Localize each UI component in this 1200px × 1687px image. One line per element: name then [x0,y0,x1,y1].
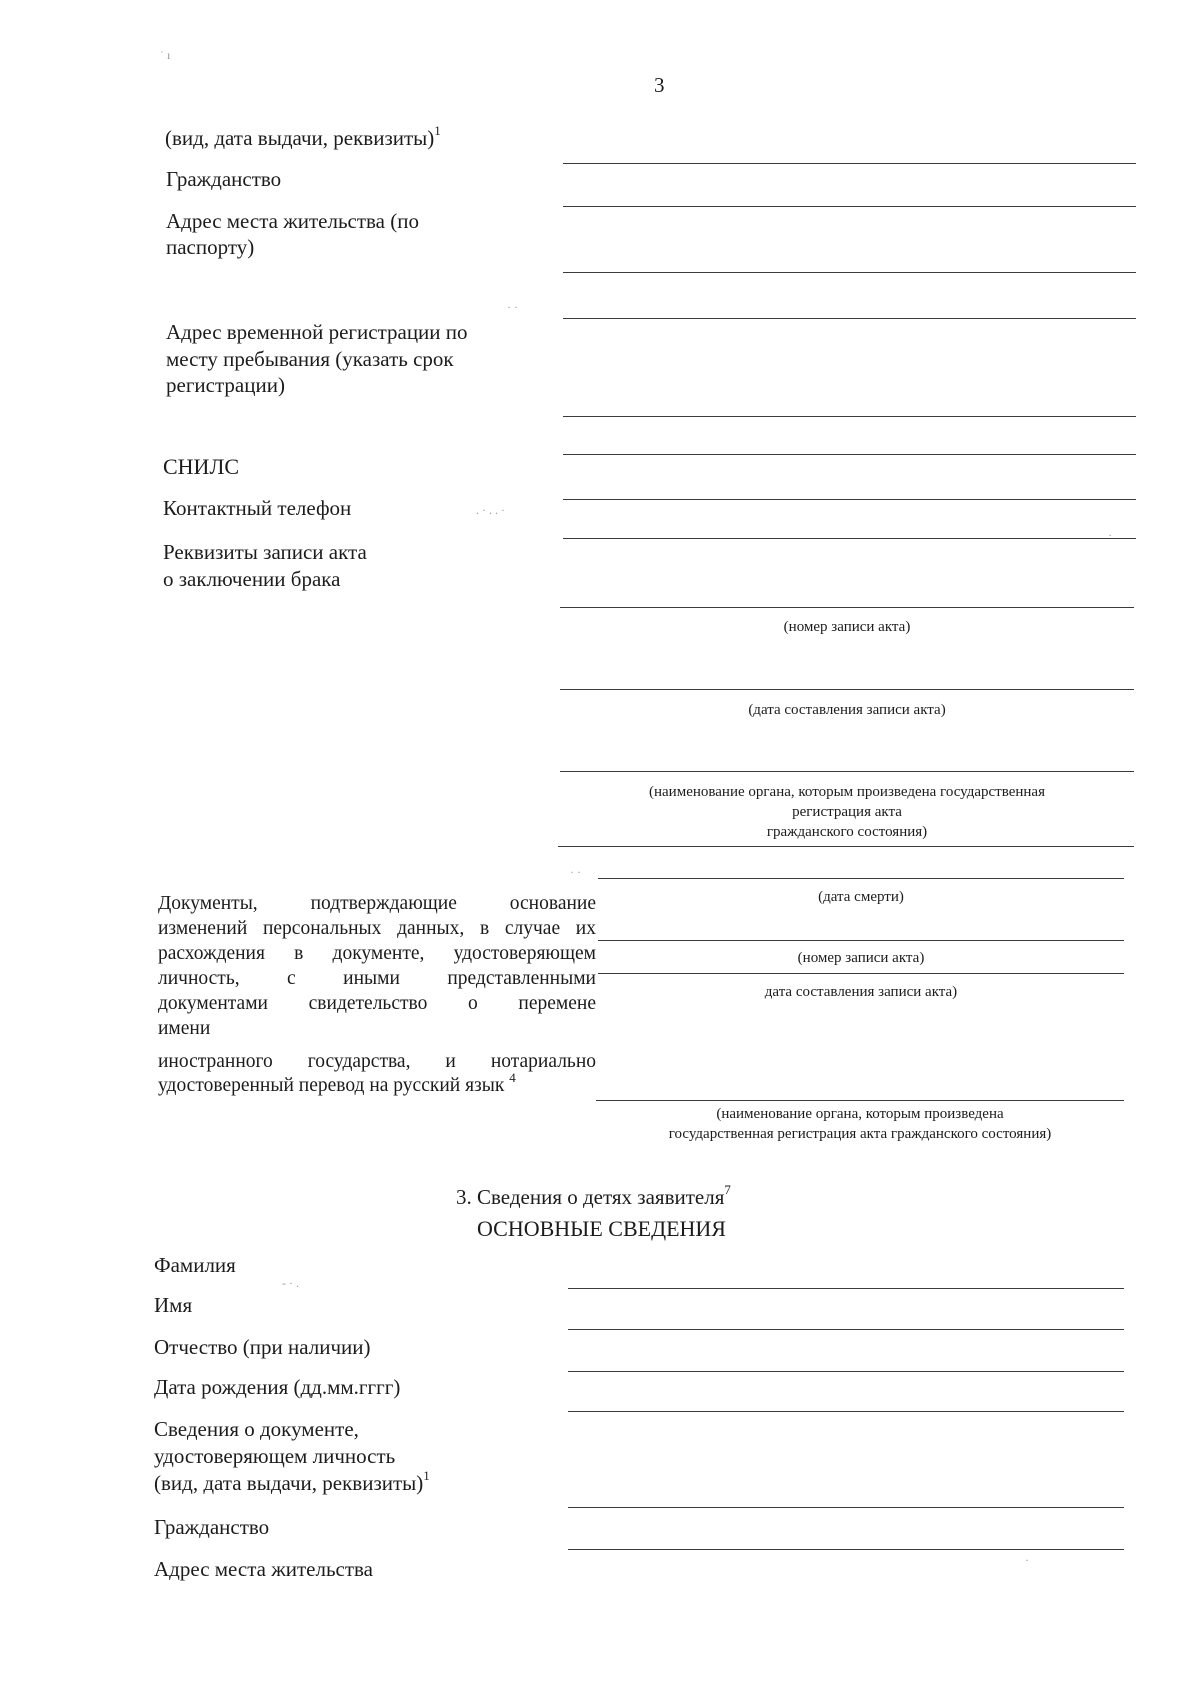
documents-text-line2: изменений персональных данных, в случае их [158,918,596,939]
authority-caption-line2: регистрация акта [792,804,902,820]
fill-line[interactable] [563,538,1136,539]
child-birth-date-label: Дата рождения (дд.мм.гггг) [154,1375,401,1399]
authority-caption-line3: гражданского состояния) [766,824,928,840]
documents-text-line8 [158,1069,516,1098]
fill-line[interactable] [560,689,1134,690]
fill-line[interactable] [598,973,1124,974]
documents-text-line4: личность, с иными представленными [158,968,596,989]
child-id-doc-label-line3-text: (вид, дата выдачи, реквизиты) [154,1471,424,1495]
authority-caption-line1: (наименование органа, которым произведена государственная [649,784,1045,800]
fill-line[interactable] [563,318,1136,319]
record-number-caption-2: (номер записи акта) [797,950,925,966]
scan-speck: · · [507,300,518,314]
section3-heading-text: 3. Сведения о детях заявителя [456,1185,725,1209]
residence-label-line1: Адрес места жительства (по [166,209,419,233]
fill-line[interactable] [568,1411,1124,1412]
phone-label: Контактный телефон [163,496,352,520]
child-id-doc-label-line3 [154,1470,430,1497]
marriage-record-label-line1: Реквизиты записи акта [163,540,367,564]
footnote-mark: 1 [423,1468,430,1483]
authority2-caption-line2: государственная регистрация акта гражданского состояния) [668,1126,1052,1142]
snils-label: СНИЛС [163,454,240,479]
fill-line[interactable] [568,1329,1124,1330]
documents-text-line5: документами свидетельство о перемене [158,993,596,1014]
scan-speck: · · [570,865,581,879]
child-name-label: Имя [154,1293,193,1317]
scan-speck: ˙ ı [160,48,171,62]
documents-text-line1: Документы, подтверждающие основание [158,893,596,914]
fill-line[interactable] [598,940,1124,941]
fill-line[interactable] [563,163,1136,164]
temp-registration-label-line3: регистрации) [166,373,285,397]
child-id-doc-label-line1: Сведения о документе, [154,1417,359,1441]
fill-line[interactable] [568,1371,1124,1372]
fill-line[interactable] [596,1100,1124,1101]
fill-line[interactable] [598,878,1124,879]
section3-subheading: ОСНОВНЫЕ СВЕДЕНИЯ [477,1216,726,1241]
fill-line[interactable] [560,771,1134,772]
authority2-caption-line1: (наименование органа, которым произведена [716,1106,1004,1122]
fill-line[interactable] [568,1549,1124,1550]
page-number: 3 [654,73,665,97]
child-residence-label: Адрес места жительства [154,1557,373,1581]
fill-line[interactable] [568,1507,1124,1508]
death-date-caption: (дата смерти) [818,889,904,905]
fill-line[interactable] [568,1288,1124,1289]
footnote-mark: 4 [509,1069,516,1085]
scan-speck: - · . [282,1276,299,1290]
id-document-tail-text: (вид, дата выдачи, реквизиты) [165,126,435,150]
fill-line[interactable] [558,846,1134,847]
fill-line[interactable] [563,272,1136,273]
scan-speck: · [1108,528,1112,542]
citizenship-label: Гражданство [166,167,282,191]
fill-line[interactable] [563,416,1136,417]
section3-heading [456,1184,731,1211]
fill-line[interactable] [560,607,1134,608]
residence-label-line2: паспорту) [166,235,255,259]
documents-text-line8-text: удостоверенный перевод на русский язык [158,1075,505,1096]
documents-text-line3: расхождения в документе, удостоверяющем [158,943,596,964]
documents-text-line7: иностранного государства, и нотариально [158,1051,596,1072]
marriage-record-label-line2: о заключении брака [163,567,341,591]
temp-registration-label-line2: месту пребывания (указать срок [166,347,454,371]
scan-speck: . · . . · [476,503,505,517]
temp-registration-label-line1: Адрес временной регистрации по [166,320,468,344]
record-number-caption: (номер записи акта) [783,619,911,635]
child-id-doc-label-line2: удостоверяющем личность [154,1444,396,1468]
id-document-tail-label [165,125,441,152]
footnote-mark: 1 [434,123,441,138]
child-surname-label: Фамилия [154,1253,236,1277]
footnote-mark: 7 [724,1182,731,1197]
documents-text-line6: имени [158,1018,211,1039]
scan-speck: · [1025,1553,1029,1567]
child-patronymic-label: Отчество (при наличии) [154,1335,371,1359]
fill-line[interactable] [563,206,1136,207]
fill-line[interactable] [563,499,1136,500]
child-citizenship-label: Гражданство [154,1515,270,1539]
record-date-caption: (дата составления записи акта) [748,702,946,718]
record-date-caption-2: дата составления записи акта) [764,984,958,1000]
fill-line[interactable] [563,454,1136,455]
